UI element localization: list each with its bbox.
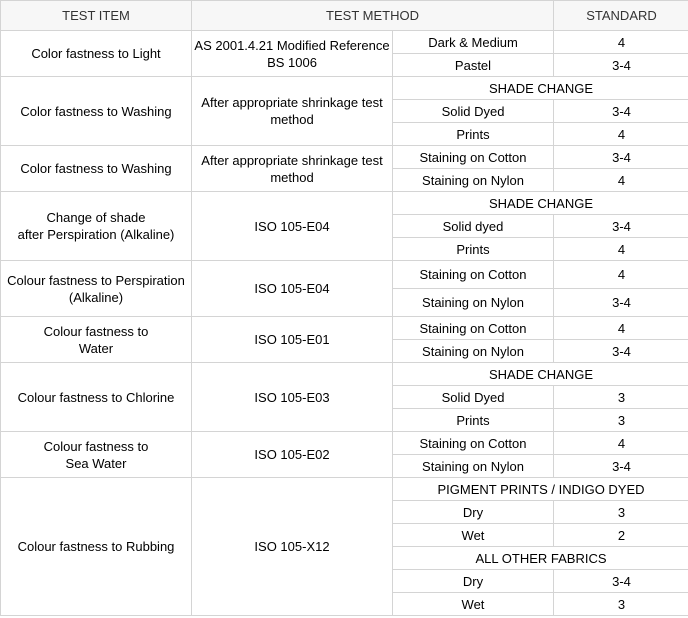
test-item-line: Colour fastness to <box>43 323 149 339</box>
standard-cell: 3-4 <box>554 340 688 363</box>
condition-cell: Staining on Cotton <box>393 317 554 340</box>
condition-cell: Staining on Cotton <box>393 261 554 289</box>
test-item-line: Colour fastness to <box>43 438 149 454</box>
test-method-cell: After appropriate shrinkage test method <box>192 146 393 192</box>
test-item-line: Water <box>78 340 114 356</box>
test-item-cell <box>1 192 192 261</box>
condition-cell: Dry <box>393 501 554 524</box>
test-method-cell: ISO 105-E04 <box>192 192 393 261</box>
header-standard: STANDARD <box>554 1 688 31</box>
condition-cell: Prints <box>393 238 554 261</box>
condition-cell: Staining on Cotton <box>393 432 554 455</box>
standard-cell: 3 <box>554 501 688 524</box>
standard-cell: 3 <box>554 409 688 432</box>
condition-cell: Staining on Nylon <box>393 169 554 192</box>
standard-cell: 4 <box>554 31 688 54</box>
condition-cell: Staining on Nylon <box>393 340 554 363</box>
standard-cell: 3-4 <box>554 100 688 123</box>
test-item-line: Change of shade <box>46 210 146 225</box>
standard-cell: 3 <box>554 593 688 616</box>
standard-cell: 3-4 <box>554 570 688 593</box>
test-item-line: after Perspiration (Alkaline) <box>17 227 175 242</box>
test-item-cell: Colour fastness to Rubbing <box>1 478 192 616</box>
standard-cell: 4 <box>554 261 688 289</box>
standard-cell: 3-4 <box>554 54 688 77</box>
test-item-line: Sea Water <box>65 455 127 471</box>
section-header-cell: SHADE CHANGE <box>393 363 688 386</box>
test-item-cell: Colour fastness to Perspiration (Alkaline) <box>1 261 192 317</box>
condition-cell: Pastel <box>393 54 554 77</box>
standard-cell: 4 <box>554 317 688 340</box>
condition-cell: Staining on Nylon <box>393 289 554 317</box>
test-method-cell: ISO 105-E04 <box>192 261 393 317</box>
section-header-cell: SHADE CHANGE <box>393 192 688 215</box>
condition-cell: Solid dyed <box>393 215 554 238</box>
standard-cell: 4 <box>554 123 688 146</box>
test-method-cell: ISO 105-E01 <box>192 317 393 363</box>
standard-cell: 3-4 <box>554 146 688 169</box>
standard-cell: 3-4 <box>554 289 688 317</box>
condition-cell: Staining on Nylon <box>393 455 554 478</box>
standard-cell: 3-4 <box>554 455 688 478</box>
standard-cell: 3-4 <box>554 215 688 238</box>
condition-cell: Staining on Cotton <box>393 146 554 169</box>
test-method-cell: After appropriate shrinkage test method <box>192 77 393 146</box>
condition-cell: Wet <box>393 524 554 547</box>
condition-cell: Dark & Medium <box>393 31 554 54</box>
condition-cell: Prints <box>393 123 554 146</box>
test-item-cell: Color fastness to Washing <box>1 77 192 146</box>
standard-cell: 4 <box>554 238 688 261</box>
header-test-method: TEST METHOD <box>192 1 554 31</box>
condition-cell: Solid Dyed <box>393 386 554 409</box>
standard-cell: 2 <box>554 524 688 547</box>
section-header-cell: SHADE CHANGE <box>393 77 688 100</box>
test-method-cell: ISO 105-E02 <box>192 432 393 478</box>
test-method-cell: ISO 105-X12 <box>192 478 393 616</box>
section-header-cell: ALL OTHER FABRICS <box>393 547 688 570</box>
test-method-cell: ISO 105-E03 <box>192 363 393 432</box>
test-item-cell: Color fastness to Washing <box>1 146 192 192</box>
section-header-cell: PIGMENT PRINTS / INDIGO DYED <box>393 478 688 501</box>
test-item-cell: Color fastness to Light <box>1 31 192 77</box>
test-method-cell: AS 2001.4.21 Modified Reference BS 1006 <box>192 31 393 77</box>
standard-cell: 4 <box>554 432 688 455</box>
header-test-item: TEST ITEM <box>1 1 192 31</box>
test-item-cell: Colour fastness to Chlorine <box>1 363 192 432</box>
condition-cell: Dry <box>393 570 554 593</box>
condition-cell: Wet <box>393 593 554 616</box>
standard-cell: 3 <box>554 386 688 409</box>
standard-cell: 4 <box>554 169 688 192</box>
test-item-cell <box>1 317 192 363</box>
test-item-cell <box>1 432 192 478</box>
condition-cell: Solid Dyed <box>393 100 554 123</box>
condition-cell: Prints <box>393 409 554 432</box>
